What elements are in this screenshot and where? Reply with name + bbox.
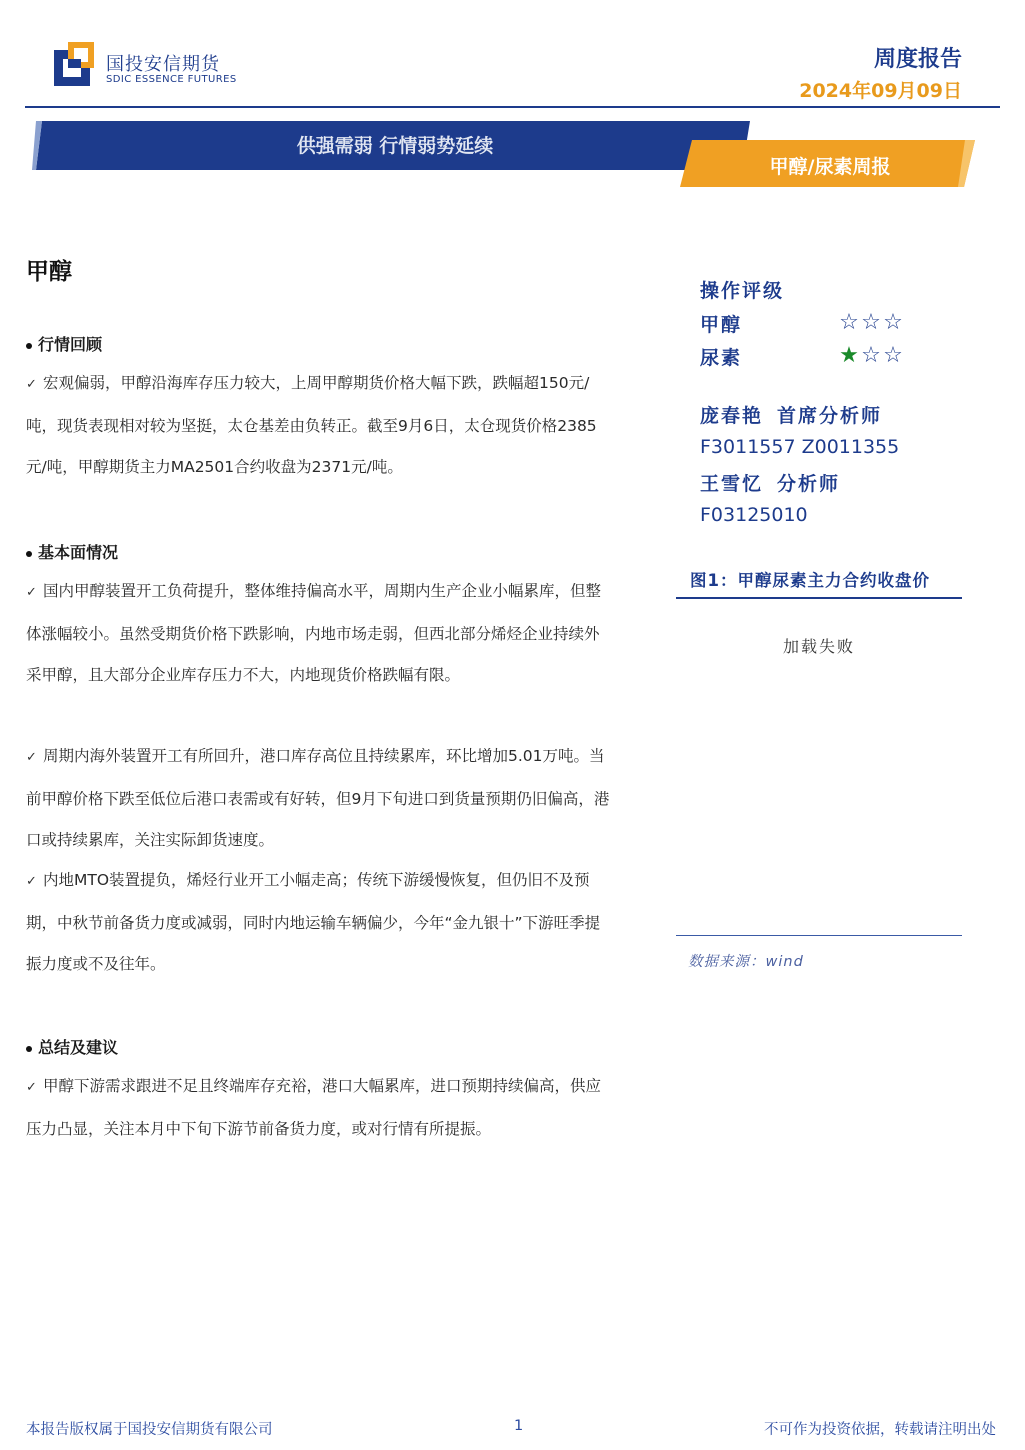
section-title-summary: 总结及建议 [26, 1035, 118, 1058]
company-logo-icon [54, 42, 98, 86]
star-rating [838, 343, 904, 369]
figure-source: 数据来源：wind [688, 954, 804, 970]
star-empty-icon: ☆ [861, 343, 881, 368]
list-item: ✓ 周期内海外装置开工有所回升，港口库存高位且持续累库，环比增加5.01万吨。当前甲醇价格下跌至低位后港口表需或有好转，但9月下旬进口到货量预期仍旧偏高，港口或持续累库，关注实际卸货速度。 [26, 736, 611, 862]
section-heading: 甲醇 [26, 259, 72, 285]
analyst-cert: F3011557 Z0011355 [700, 436, 900, 458]
section-title-review: 行情回顾 [26, 332, 102, 355]
banner-title: 供强需弱 行情弱势延续 [296, 135, 494, 157]
list-item: ✓ 宏观偏弱，甲醇沿海库存压力较大，上周甲醇期货价格大幅下跌，跌幅超150元/吨，现货表现相对较为坚挺，太仓基差由负转正。截至9月6日，太仓现货价格2385元/吨，甲醇期货主力MA2501合约收盘为2371元/吨。 [26, 363, 611, 489]
figure-top-rule [676, 597, 962, 599]
rating-title: 操作评级 [700, 280, 785, 302]
analyst-2 [700, 469, 840, 496]
banner-subtitle: 甲醇/尿素周报 [769, 156, 891, 178]
company-name-cn: 国投安信期货 [106, 54, 220, 75]
analyst-role: 分析师 [777, 473, 841, 495]
bullet-icon [26, 551, 32, 557]
rating-row-urea [700, 343, 920, 371]
figure-load-failed: 加载失败 [782, 637, 855, 656]
analyst-name: 庞春艳 [700, 405, 764, 427]
analyst-role: 首席分析师 [777, 405, 883, 427]
section-title-fundamentals: 基本面情况 [26, 540, 118, 563]
bullet-icon [26, 343, 32, 349]
list-item: ✓ 甲醇下游需求跟进不足且终端库存充裕，港口大幅累库，进口预期持续偏高，供应压力凸显，关注本月中下旬下游节前备货力度，或对行情有所提振。 [26, 1066, 611, 1150]
rating-row-methanol [700, 310, 920, 338]
analyst-1 [700, 401, 882, 428]
rating-label: 甲醇 [700, 314, 743, 336]
rating-label: 尿素 [700, 347, 743, 369]
footer-copyright: 本报告版权属于国投安信期货有限公司 [26, 1422, 273, 1438]
analyst-name: 王雪忆 [700, 473, 764, 495]
company-name-en: SDIC ESSENCE FUTURES [106, 74, 237, 85]
figure-bottom-rule [676, 935, 962, 936]
checkmark-icon: ✓ [26, 377, 37, 392]
star-empty-icon: ☆ [861, 310, 881, 335]
figure-title: 图1：甲醇尿素主力合约收盘价 [690, 571, 930, 590]
analyst-cert: F03125010 [700, 504, 808, 526]
report-type: 周度报告 [873, 47, 962, 72]
star-empty-icon: ☆ [839, 310, 859, 335]
header-divider [25, 106, 1000, 108]
report-date: 2024年09月09日 [799, 80, 962, 102]
star-empty-icon: ☆ [883, 343, 903, 368]
checkmark-icon: ✓ [26, 750, 37, 765]
footer-disclaimer: 不可作为投资依据，转载请注明出处 [764, 1422, 996, 1438]
checkmark-icon: ✓ [26, 874, 37, 889]
list-item: ✓ 国内甲醇装置开工负荷提升，整体维持偏高水平，周期内生产企业小幅累库，但整体涨幅较小。虽然受期货价格下跌影响，内地市场走弱，但西北部分烯烃企业持续外采甲醇，且大部分企业库存压力不大，内地现货价格跌幅有限。 [26, 571, 611, 697]
page-number: 1 [514, 1418, 524, 1434]
bullet-icon [26, 1046, 32, 1052]
list-item: ✓ 内地MTO装置提负，烯烃行业开工小幅走高；传统下游缓慢恢复，但仍旧不及预期，中秋节前备货力度或减弱，同时内地运输车辆偏少，今年“金九银十”下游旺季提振力度或不及往年。 [26, 860, 611, 986]
star-rating [838, 310, 904, 336]
checkmark-icon: ✓ [26, 585, 37, 600]
star-filled-icon: ★ [839, 343, 859, 368]
checkmark-icon: ✓ [26, 1080, 37, 1095]
star-empty-icon: ☆ [883, 310, 903, 335]
